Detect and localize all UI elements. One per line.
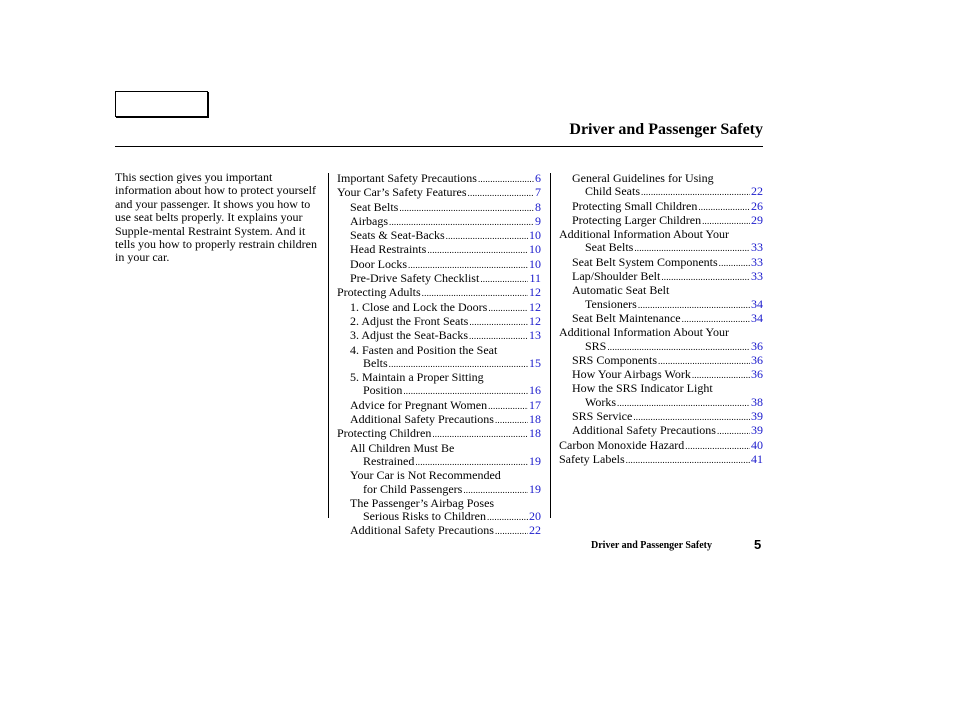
toc-entry[interactable] — [559, 396, 763, 410]
toc-entry-title: Protecting Small Children — [572, 198, 698, 213]
toc-dot-leader — [638, 299, 750, 312]
toc-entry[interactable] — [559, 368, 763, 382]
toc-entry[interactable] — [559, 200, 763, 214]
toc-entry[interactable] — [337, 215, 541, 229]
toc-entry-title: SRS — [585, 338, 607, 353]
toc-dot-leader — [626, 454, 750, 467]
toc-entry — [559, 382, 763, 395]
toc-dot-leader — [685, 440, 750, 453]
intro-paragraph: This section gives you important information about how to protect yourself and your passenger. It shows you how to use seat belts properly. It explains your Supple-mental Restraint System. And it tells you how to properly restrain children in your car. — [115, 170, 317, 265]
toc-page-link[interactable]: 22 — [529, 523, 541, 538]
toc-dot-leader — [658, 355, 750, 368]
column-divider-1 — [328, 173, 329, 518]
toc-entry[interactable] — [337, 286, 541, 300]
toc-entry[interactable] — [559, 298, 763, 312]
toc-dot-leader — [427, 244, 528, 257]
column-divider-2 — [550, 173, 551, 518]
toc-dot-leader — [692, 369, 750, 382]
toc-dot-leader — [719, 257, 750, 270]
toc-entry-title: All Children Must Be — [350, 440, 455, 455]
toc-dot-leader — [487, 511, 528, 524]
toc-entry[interactable] — [559, 354, 763, 368]
toc-dot-leader — [389, 358, 528, 371]
toc-entry[interactable] — [337, 413, 541, 427]
section-tab-box — [115, 91, 208, 117]
toc-dot-leader — [408, 259, 528, 272]
toc-page-link[interactable]: 7 — [535, 185, 541, 200]
toc-entry-title: Advice for Pregnant Women — [350, 397, 488, 412]
toc-entry[interactable] — [337, 172, 541, 186]
toc-dot-leader — [717, 425, 750, 438]
toc-dot-leader — [468, 187, 534, 200]
toc-entry[interactable] — [337, 455, 541, 469]
toc-entry — [337, 497, 541, 510]
toc-dot-leader — [403, 385, 528, 398]
toc-entry — [559, 284, 763, 297]
toc-entry — [337, 469, 541, 482]
toc-entry-title: Your Car’s Safety Features — [337, 185, 467, 200]
toc-entry — [559, 326, 763, 339]
toc-entry-title: Door Locks — [350, 256, 407, 271]
toc-entry[interactable] — [559, 410, 763, 424]
toc-page-link[interactable]: 13 — [529, 328, 541, 343]
toc-page-link[interactable]: 18 — [529, 412, 541, 427]
toc-page-link[interactable]: 6 — [535, 171, 541, 185]
toc-entry[interactable] — [337, 301, 541, 315]
toc-entry[interactable] — [559, 185, 763, 199]
toc-entry-title: Belts — [363, 355, 388, 370]
toc-page-link[interactable]: 39 — [751, 423, 763, 438]
toc-page-link[interactable]: 33 — [751, 269, 763, 284]
toc-page-link[interactable]: 10 — [529, 242, 541, 257]
toc-page-link[interactable]: 8 — [535, 199, 541, 214]
toc-entry-title: for Child Passengers — [363, 481, 463, 496]
toc-entry-title: Additional Safety Precautions — [350, 412, 494, 427]
toc-entry-title: Automatic Seat Belt — [572, 283, 670, 298]
toc-entry — [337, 344, 541, 357]
toc-entry-title: How the SRS Indicator Light — [572, 381, 713, 396]
toc-entry[interactable] — [337, 272, 541, 286]
toc-entry[interactable] — [337, 384, 541, 398]
toc-entry[interactable] — [337, 315, 541, 329]
toc-entry[interactable] — [559, 439, 763, 453]
toc-page-link[interactable]: 40 — [751, 437, 763, 452]
toc-dot-leader — [389, 216, 534, 229]
toc-entry[interactable] — [559, 214, 763, 228]
toc-page-link[interactable]: 38 — [751, 394, 763, 409]
toc-dot-leader — [617, 397, 750, 410]
toc-dot-leader — [702, 215, 750, 228]
toc-entry-title: Serious Risks to Children — [363, 509, 487, 524]
toc-page-link[interactable]: 29 — [751, 212, 763, 227]
toc-page-link[interactable]: 33 — [751, 254, 763, 269]
toc-dot-leader — [633, 411, 750, 424]
toc-entry-title: Protecting Adults — [337, 285, 421, 300]
toc-entry-title: Additional Safety Precautions — [572, 423, 716, 438]
toc-page-link[interactable]: 39 — [751, 409, 763, 424]
toc-dot-leader — [463, 484, 528, 497]
toc-entry-title: 5. Maintain a Proper Sitting — [350, 370, 484, 385]
toc-page-link[interactable]: 9 — [535, 213, 541, 228]
toc-entry-title: Seats & Seat-Backs — [350, 228, 445, 243]
toc-entry[interactable] — [337, 483, 541, 497]
toc-entry[interactable] — [337, 524, 541, 538]
toc-entry[interactable] — [337, 243, 541, 257]
toc-page-link[interactable]: 11 — [529, 271, 541, 286]
toc-page-link[interactable]: 19 — [529, 453, 541, 468]
toc-page-link[interactable]: 16 — [529, 383, 541, 398]
toc-entry[interactable] — [559, 270, 763, 284]
toc-entry[interactable] — [337, 201, 541, 215]
toc-entry-title: Additional Information About Your — [559, 325, 729, 340]
toc-entry-title: How Your Airbags Work — [572, 367, 691, 382]
toc-entry-title: 4. Fasten and Position the Seat — [350, 342, 498, 357]
toc-dot-leader — [698, 201, 750, 214]
toc-entry[interactable] — [559, 256, 763, 270]
toc-page-link[interactable]: 22 — [751, 184, 763, 199]
toc-dot-leader — [480, 273, 528, 286]
toc-dot-leader — [488, 400, 528, 413]
toc-entry[interactable] — [337, 510, 541, 524]
toc-page-link[interactable]: 12 — [529, 313, 541, 328]
toc-entry-title: Works — [585, 394, 617, 409]
toc-column-2 — [559, 172, 763, 467]
toc-entry[interactable] — [559, 424, 763, 438]
toc-entry-title: Safety Labels — [559, 451, 625, 466]
toc-dot-leader — [432, 428, 528, 441]
toc-entry-title: Airbags — [350, 213, 388, 228]
toc-entry-title: Additional Safety Precautions — [350, 523, 494, 538]
toc-page-link[interactable]: 20 — [529, 509, 541, 524]
toc-entry-title: Lap/Shoulder Belt — [572, 269, 661, 284]
toc-entry — [337, 442, 541, 455]
page-number: 5 — [754, 537, 762, 552]
toc-dot-leader — [682, 313, 750, 326]
toc-dot-leader — [399, 202, 534, 215]
toc-entry-title: 2. Adjust the Front Seats — [350, 313, 469, 328]
toc-entry-title: Carbon Monoxide Hazard — [559, 437, 685, 452]
toc-entry-title: Position — [363, 383, 403, 398]
toc-entry[interactable] — [337, 427, 541, 441]
toc-entry-title: SRS Service — [572, 409, 633, 424]
toc-entry-title: Protecting Children — [337, 426, 432, 441]
toc-dot-leader — [469, 330, 528, 343]
toc-entry[interactable] — [337, 186, 541, 200]
toc-entry-title: Pre-Drive Safety Checklist — [350, 271, 480, 286]
toc-dot-leader — [446, 230, 528, 243]
header-rule — [115, 146, 763, 147]
toc-dot-leader — [641, 186, 750, 199]
toc-entry — [559, 172, 763, 185]
toc-page-link[interactable]: 36 — [751, 367, 763, 382]
toc-entry-title: 3. Adjust the Seat-Backs — [350, 328, 468, 343]
toc-entry[interactable] — [337, 399, 541, 413]
toc-dot-leader — [495, 525, 528, 538]
toc-entry — [559, 228, 763, 241]
toc-entry-title: Seat Belt System Components — [572, 254, 718, 269]
toc-entry[interactable] — [559, 453, 763, 467]
toc-page-link[interactable]: 12 — [529, 299, 541, 314]
toc-dot-leader — [469, 316, 528, 329]
toc-entry-title: Your Car is Not Recommended — [350, 468, 501, 483]
toc-entry[interactable] — [337, 229, 541, 243]
toc-entry — [337, 371, 541, 384]
toc-entry[interactable] — [559, 312, 763, 326]
toc-entry-title: Head Restraints — [350, 242, 427, 257]
toc-entry-title: Important Safety Precautions — [337, 171, 477, 185]
toc-page-link[interactable]: 34 — [751, 310, 763, 325]
toc-page-link[interactable]: 36 — [751, 338, 763, 353]
toc-page-link[interactable]: 17 — [529, 397, 541, 412]
toc-page-link[interactable]: 10 — [529, 256, 541, 271]
toc-entry-title: Protecting Larger Children — [572, 212, 702, 227]
toc-entry-title: Seat Belts — [350, 199, 399, 214]
toc-entry-title: Tensioners — [585, 296, 637, 311]
toc-entry-title: Seat Belts — [585, 240, 634, 255]
toc-page-link[interactable]: 33 — [751, 240, 763, 255]
toc-entry[interactable] — [559, 340, 763, 354]
toc-entry-title: General Guidelines for Using — [572, 171, 714, 185]
toc-dot-leader — [415, 456, 528, 469]
toc-entry-title: The Passenger’s Airbag Poses — [350, 495, 495, 510]
toc-entry[interactable] — [337, 258, 541, 272]
toc-entry-title: SRS Components — [572, 352, 658, 367]
page-title: Driver and Passenger Safety — [569, 121, 763, 138]
toc-page-link[interactable]: 41 — [751, 451, 763, 466]
toc-page-link[interactable]: 19 — [529, 481, 541, 496]
toc-entry-title: Restrained — [363, 453, 415, 468]
toc-page-link[interactable]: 34 — [751, 296, 763, 311]
toc-page-link[interactable]: 36 — [751, 352, 763, 367]
toc-entry[interactable] — [337, 329, 541, 343]
toc-dot-leader — [661, 271, 750, 284]
toc-dot-leader — [634, 242, 750, 255]
toc-entry[interactable] — [559, 241, 763, 255]
footer-section-label: Driver and Passenger Safety — [591, 540, 713, 551]
toc-dot-leader — [607, 341, 750, 354]
toc-entry-title: Additional Information About Your — [559, 227, 729, 242]
toc-page-link[interactable]: 15 — [529, 355, 541, 370]
toc-page-link[interactable]: 26 — [751, 198, 763, 213]
toc-column-1 — [337, 172, 541, 539]
toc-page-link[interactable]: 18 — [529, 426, 541, 441]
toc-entry-title: 1. Close and Lock the Doors — [350, 299, 488, 314]
toc-entry[interactable] — [337, 357, 541, 371]
toc-dot-leader — [488, 302, 528, 315]
toc-dot-leader — [495, 414, 528, 427]
toc-page-link[interactable]: 12 — [529, 285, 541, 300]
toc-entry-title: Seat Belt Maintenance — [572, 310, 681, 325]
toc-dot-leader — [478, 173, 534, 186]
toc-dot-leader — [422, 287, 528, 300]
toc-page-link[interactable]: 10 — [529, 228, 541, 243]
toc-entry-title: Child Seats — [585, 184, 641, 199]
